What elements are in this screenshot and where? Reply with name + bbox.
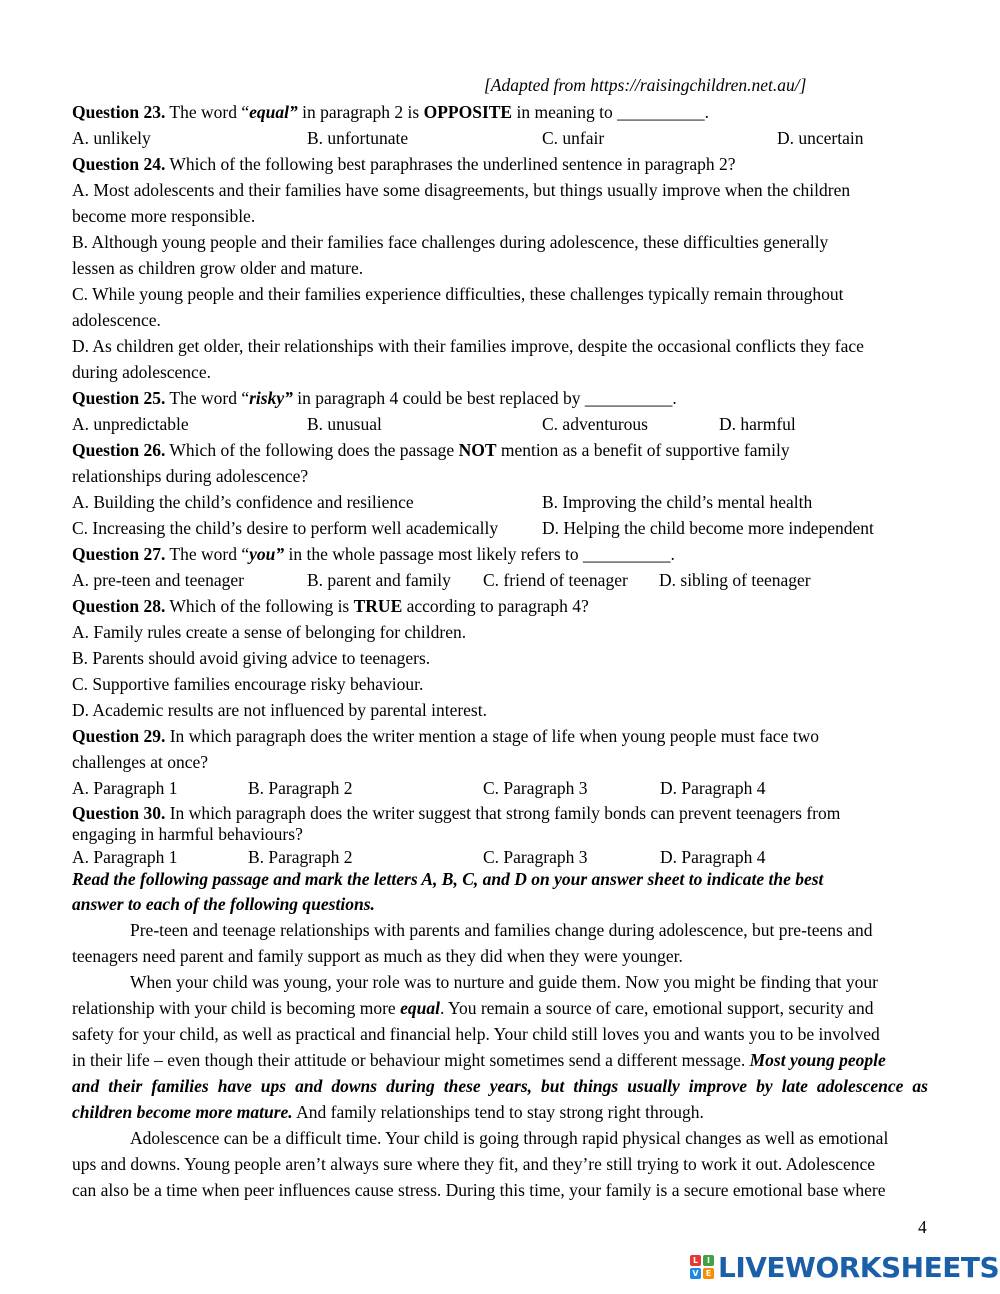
liveworksheets-logo[interactable]	[690, 1250, 999, 1284]
passage-p2-line-3: safety for your child, as well as practical and financial help. Your child still loves you and wants you to be involved	[72, 1024, 880, 1044]
instruction-line-2: answer to each of the following questions.	[72, 894, 375, 914]
passage-p1-line-1: Pre-teen and teenage relationships with parents and families change during adolescence, but pre-teens and	[130, 920, 873, 940]
question-30: Question 30. In which paragraph does the writer suggest that strong family bonds can prevent teenagers from	[72, 803, 841, 823]
q27-option-c[interactable]: C. friend of teenager	[483, 570, 628, 590]
question-25: Question 25. The word “risky” in paragraph 4 could be best replaced by __________.	[72, 388, 677, 408]
q30-option-d[interactable]: D. Paragraph 4	[660, 847, 766, 867]
q23-option-d[interactable]: D. uncertain	[777, 128, 864, 148]
q26-option-c[interactable]: C. Increasing the child’s desire to perform well academically	[72, 518, 499, 538]
question-27: Question 27. The word “you” in the whole passage most likely refers to __________.	[72, 544, 675, 564]
logo-tile: E	[703, 1268, 714, 1279]
passage-p2-line-4: in their life – even though their attitude or behaviour might sometimes send a different message. Most young people	[72, 1050, 886, 1070]
question-24: Question 24. Which of the following best paraphrases the underlined sentence in paragraph 2?	[72, 154, 736, 174]
q23-option-a[interactable]: A. unlikely	[72, 128, 151, 148]
q28-option-b[interactable]: B. Parents should avoid giving advice to teenagers.	[72, 648, 431, 668]
question-29-cont: challenges at once?	[72, 752, 209, 772]
logo-tile: I	[703, 1255, 714, 1266]
q30-option-c[interactable]: C. Paragraph 3	[483, 847, 588, 867]
q24-option-d-cont: during adolescence.	[72, 362, 211, 382]
q24-option-d[interactable]: D. As children get older, their relationships with their families improve, despite the occasional conflicts they face	[72, 336, 864, 356]
q29-option-c[interactable]: C. Paragraph 3	[483, 778, 588, 798]
passage-p3-line-1: Adolescence can be a difficult time. Your child is going through rapid physical changes as well as emotional	[130, 1128, 889, 1148]
q26-option-a[interactable]: A. Building the child’s confidence and resilience	[72, 492, 414, 512]
passage-p2-line-5: and their families have ups and downs during these years, but things usually improve by late adolescence as	[72, 1076, 928, 1096]
question-30-cont: engaging in harmful behaviours?	[72, 824, 303, 844]
q23-option-b[interactable]: B. unfortunate	[307, 128, 409, 148]
passage-p3-line-2: ups and downs. Young people aren’t always sure where they fit, and they’re still trying to work it out. Adolescence	[72, 1154, 876, 1174]
q27-option-b[interactable]: B. parent and family	[307, 570, 451, 590]
q28-option-a[interactable]: A. Family rules create a sense of belonging for children.	[72, 622, 467, 642]
logo-tile: L	[690, 1255, 701, 1266]
logo-tile: V	[690, 1268, 701, 1279]
q26-option-d[interactable]: D. Helping the child become more independent	[542, 518, 874, 538]
q29-option-d[interactable]: D. Paragraph 4	[660, 778, 766, 798]
passage-p2-line-1: When your child was young, your role was to nurture and guide them. Now you might be finding that your	[130, 972, 878, 992]
passage-p1-line-2: teenagers need parent and family support as much as they did when they were younger.	[72, 946, 683, 966]
q29-option-a[interactable]: A. Paragraph 1	[72, 778, 178, 798]
q27-option-a[interactable]: A. pre-teen and teenager	[72, 570, 244, 590]
question-29: Question 29. In which paragraph does the writer mention a stage of life when young people must face two	[72, 726, 819, 746]
page-number: 4	[918, 1217, 927, 1237]
q24-option-a[interactable]: A. Most adolescents and their families have some disagreements, but things usually improve when the children	[72, 180, 851, 200]
q23-option-c[interactable]: C. unfair	[542, 128, 605, 148]
question-28: Question 28. Which of the following is TRUE according to paragraph 4?	[72, 596, 589, 616]
source-citation: [Adapted from https://raisingchildren.net.au/]	[484, 75, 807, 95]
passage-p2-line-6: children become more mature. And family relationships tend to stay strong right through.	[72, 1102, 704, 1122]
question-26: Question 26. Which of the following does the passage NOT mention as a benefit of supportive family	[72, 440, 790, 460]
q25-option-d[interactable]: D. harmful	[719, 414, 796, 434]
q24-option-a-cont: become more responsible.	[72, 206, 256, 226]
q27-option-d[interactable]: D. sibling of teenager	[659, 570, 811, 590]
question-26-cont: relationships during adolescence?	[72, 466, 309, 486]
q29-option-b[interactable]: B. Paragraph 2	[248, 778, 353, 798]
q24-option-c[interactable]: C. While young people and their families experience difficulties, these challenges typically remain throughout	[72, 284, 844, 304]
instruction-line-1: Read the following passage and mark the letters A, B, C, and D on your answer sheet to indicate the best	[72, 869, 824, 889]
logo-mark-icon	[690, 1255, 714, 1279]
highlight-word-equal: equal	[400, 998, 440, 1018]
q25-option-a[interactable]: A. unpredictable	[72, 414, 189, 434]
q24-option-c-cont: adolescence.	[72, 310, 161, 330]
q30-option-a[interactable]: A. Paragraph 1	[72, 847, 178, 867]
q24-option-b-cont: lessen as children grow older and mature.	[72, 258, 364, 278]
question-23: Question 23. The word “equal” in paragraph 2 is OPPOSITE in meaning to __________.	[72, 102, 709, 122]
logo-text: LIVEWORKSHEETS	[718, 1250, 1000, 1284]
q28-option-d[interactable]: D. Academic results are not influenced by parental interest.	[72, 700, 487, 720]
passage-p2-line-2: relationship with your child is becoming more equal. You remain a source of care, emotional support, security and	[72, 998, 874, 1018]
q26-option-b[interactable]: B. Improving the child’s mental health	[542, 492, 813, 512]
passage-p3-line-3: can also be a time when peer influences cause stress. During this time, your family is a secure emotional base where	[72, 1180, 886, 1200]
q25-option-b[interactable]: B. unusual	[307, 414, 382, 434]
q24-option-b[interactable]: B. Although young people and their families face challenges during adolescence, these difficulties generally	[72, 232, 829, 252]
q25-option-c[interactable]: C. adventurous	[542, 414, 648, 434]
q28-option-c[interactable]: C. Supportive families encourage risky behaviour.	[72, 674, 424, 694]
q30-option-b[interactable]: B. Paragraph 2	[248, 847, 353, 867]
